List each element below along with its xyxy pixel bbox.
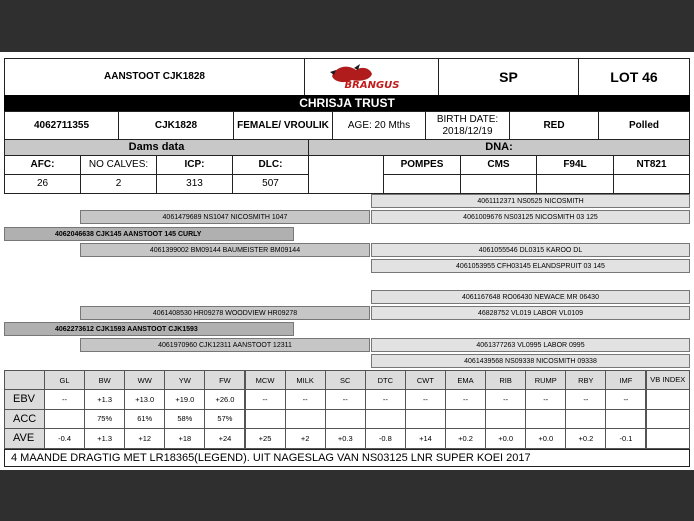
dams-data-heading: Dams data xyxy=(4,139,309,156)
ebv-cell-acc-milk xyxy=(285,409,326,430)
animal-age: AGE: 20 Mths xyxy=(332,111,426,140)
ebv-cell-acc-dtc xyxy=(365,409,406,430)
ebv-cell-acc-gl xyxy=(44,409,85,430)
ebv-cell-acc-vb-index xyxy=(646,409,691,430)
pedigree-dam-dam-dam: 4061439568 NS09338 NICOSMITH 09338 xyxy=(371,354,690,368)
ebv-col-rump: RUMP xyxy=(525,370,566,390)
animal-sex: FEMALE/ VROULIK xyxy=(233,111,333,140)
ebv-cell-acc-fw: 57% xyxy=(204,409,245,430)
birth-date-value: 2018/12/19 xyxy=(442,125,493,137)
lot-name: AANSTOOT CJK1828 xyxy=(4,58,305,96)
ebv-cell-ebv-ww: +13.0 xyxy=(124,389,165,410)
dna-cms-value xyxy=(460,174,537,194)
pedigree-dam-sire: 4061408530 HR09278 WOODVIEW HR09278 xyxy=(80,306,370,320)
icp-label: ICP: xyxy=(156,155,233,175)
ebv-cell-ave-rib: +0.0 xyxy=(485,428,526,449)
ebv-cell-ave-milk: +2 xyxy=(285,428,326,449)
pedigree-dam-dam: 4061970960 CJK12311 AANSTOOT 12311 xyxy=(80,338,370,352)
ebv-cell-ebv-milk: -- xyxy=(285,389,326,410)
ebv-cell-ebv-yw: +19.0 xyxy=(164,389,205,410)
ebv-col-cwt: CWT xyxy=(405,370,446,390)
ebv-cell-ebv-imf: -- xyxy=(605,389,646,410)
dna-cms: CMS xyxy=(460,155,537,175)
ebv-cell-acc-rump xyxy=(525,409,566,430)
ebv-cell-acc-mcw xyxy=(245,409,286,430)
ebv-row-label-ebv: EBV xyxy=(4,389,45,410)
ebv-cell-acc-ema xyxy=(445,409,486,430)
ebv-cell-ave-rump: +0.0 xyxy=(525,428,566,449)
ebv-cell-ave-sc: +0.3 xyxy=(325,428,366,449)
ebv-col-dtc: DTC xyxy=(365,370,406,390)
ebv-cell-ebv-gl: -- xyxy=(44,389,85,410)
pedigree-sire-sire: 4061479689 NS1047 NICOSMITH 1047 xyxy=(80,210,370,224)
ebv-cell-ebv-dtc: -- xyxy=(365,389,406,410)
icp-value: 313 xyxy=(156,174,233,194)
pedigree-sire-dam-dam: 4061053955 CFH03145 ELANDSPRUIT 03 145 xyxy=(371,259,690,273)
pedigree-dam-dam-sire: 4061377263 VL0995 LABOR 0995 xyxy=(371,338,690,352)
ebv-cell-ebv-bw: +1.3 xyxy=(84,389,125,410)
dna-f94l-value xyxy=(536,174,614,194)
pedigree-sire-sire-sire: 4061112371 NS0525 NICOSMITH xyxy=(371,194,690,208)
brangus-logo xyxy=(304,58,439,96)
birth-date-label: BIRTH DATE: xyxy=(436,114,499,125)
animal-horn: Polled xyxy=(598,111,690,140)
afc-value: 26 xyxy=(4,174,81,194)
no-calves-label: NO CALVES: xyxy=(80,155,157,175)
ebv-cell-acc-rby xyxy=(565,409,606,430)
ebv-cell-ebv-rump: -- xyxy=(525,389,566,410)
ebv-cell-acc-cwt xyxy=(405,409,446,430)
ebv-cell-ebv-ema: -- xyxy=(445,389,486,410)
ebv-cell-ave-mcw: +25 xyxy=(245,428,286,449)
ebv-col-milk: MILK xyxy=(285,370,326,390)
dna-f94l: F94L xyxy=(536,155,614,175)
ebv-col-fw: FW xyxy=(204,370,245,390)
ebv-col-vb-index: VB INDEX xyxy=(646,370,691,390)
ebv-cell-ave-imf: -0.1 xyxy=(605,428,646,449)
afc-label: AFC: xyxy=(4,155,81,175)
ebv-cell-ebv-fw: +26.0 xyxy=(204,389,245,410)
animal-colour: RED xyxy=(509,111,599,140)
pedigree-sire-dam-sire: 4061055546 DL0315 KAROO DL xyxy=(371,243,690,257)
dna-heading: DNA: xyxy=(308,139,690,156)
ebv-cell-acc-rib xyxy=(485,409,526,430)
owner-title: CHRISJA TRUST xyxy=(4,95,690,111)
pedigree-dam-sire-sire: 4061167648 RO06430 NEWACE MR 06430 xyxy=(371,290,690,304)
birth-date-cell xyxy=(425,111,510,140)
pedigree-sire: 4062046638 CJK145 AANSTOOT 145 CURLY xyxy=(4,227,294,241)
no-calves-value: 2 xyxy=(80,174,157,194)
ebv-cell-ave-rby: +0.2 xyxy=(565,428,606,449)
ebv-cell-ave-gl: -0.4 xyxy=(44,428,85,449)
pedigree-sire-sire-dam: 4061009676 NS03125 NICOSMITH 03 125 xyxy=(371,210,690,224)
ebv-col-ema: EMA xyxy=(445,370,486,390)
ebv-row-label-acc: ACC xyxy=(4,409,45,430)
ebv-cell-ebv-mcw: -- xyxy=(245,389,286,410)
ebv-cell-ebv-rby: -- xyxy=(565,389,606,410)
ebv-cell-ebv-sc: -- xyxy=(325,389,366,410)
dlc-label: DLC: xyxy=(232,155,309,175)
dna-nt821: NT821 xyxy=(613,155,690,175)
ebv-col-mcw: MCW xyxy=(245,370,286,390)
ebv-cell-acc-bw: 75% xyxy=(84,409,125,430)
grade: SP xyxy=(438,58,579,96)
ebv-cell-ave-bw: +1.3 xyxy=(84,428,125,449)
ebv-cell-acc-ww: 61% xyxy=(124,409,165,430)
ebv-cell-ave-cwt: +14 xyxy=(405,428,446,449)
dna-nt821-value xyxy=(613,174,690,194)
comment-line: 4 MAANDE DRAGTIG MET LR18365(LEGEND). UIT NAGESLAG VAN NS03125 LNR SUPER KOEI 2017 xyxy=(4,449,690,467)
ebv-cell-ebv-rib: -- xyxy=(485,389,526,410)
pedigree-dam-sire-dam: 46828752 VL019 LABOR VL0109 xyxy=(371,306,690,320)
ebv-col-ww: WW xyxy=(124,370,165,390)
ebv-row-label-ave: AVE xyxy=(4,428,45,449)
ebv-col-rby: RBY xyxy=(565,370,606,390)
ebv-cell-acc-yw: 58% xyxy=(164,409,205,430)
bull-logo-icon xyxy=(326,62,418,92)
lot-sheet xyxy=(0,52,694,470)
dna-pompes-value xyxy=(383,174,461,194)
ebv-cell-ave-ema: +0.2 xyxy=(445,428,486,449)
ebv-cell-ave-vb-index xyxy=(646,428,691,449)
pedigree-dam: 4062273612 CJK1593 AANSTOOT CJK1593 xyxy=(4,322,294,336)
ebv-col-imf: IMF xyxy=(605,370,646,390)
ebv-cell-ebv-cwt: -- xyxy=(405,389,446,410)
lot-number: LOT 46 xyxy=(578,58,690,96)
ebv-col-rib: RIB xyxy=(485,370,526,390)
ebv-col-sc: SC xyxy=(325,370,366,390)
animal-id: 4062711355 xyxy=(4,111,119,140)
dlc-value: 507 xyxy=(232,174,309,194)
ebv-corner xyxy=(4,370,45,390)
ebv-col-gl: GL xyxy=(44,370,85,390)
ebv-cell-acc-sc xyxy=(325,409,366,430)
ebv-cell-ave-dtc: -0.8 xyxy=(365,428,406,449)
ebv-cell-ave-ww: +12 xyxy=(124,428,165,449)
pedigree-sire-dam: 4061399002 BM09144 BAUMEISTER BM09144 xyxy=(80,243,370,257)
dna-pompes: POMPES xyxy=(383,155,461,175)
ebv-col-yw: YW xyxy=(164,370,205,390)
ebv-cell-ave-fw: +24 xyxy=(204,428,245,449)
svg-text:BRANGUS: BRANGUS xyxy=(344,80,399,91)
dna-spacer xyxy=(308,155,384,194)
ebv-cell-acc-imf xyxy=(605,409,646,430)
ebv-cell-ebv-vb-index xyxy=(646,389,691,410)
animal-code: CJK1828 xyxy=(118,111,234,140)
ebv-cell-ave-yw: +18 xyxy=(164,428,205,449)
ebv-col-bw: BW xyxy=(84,370,125,390)
